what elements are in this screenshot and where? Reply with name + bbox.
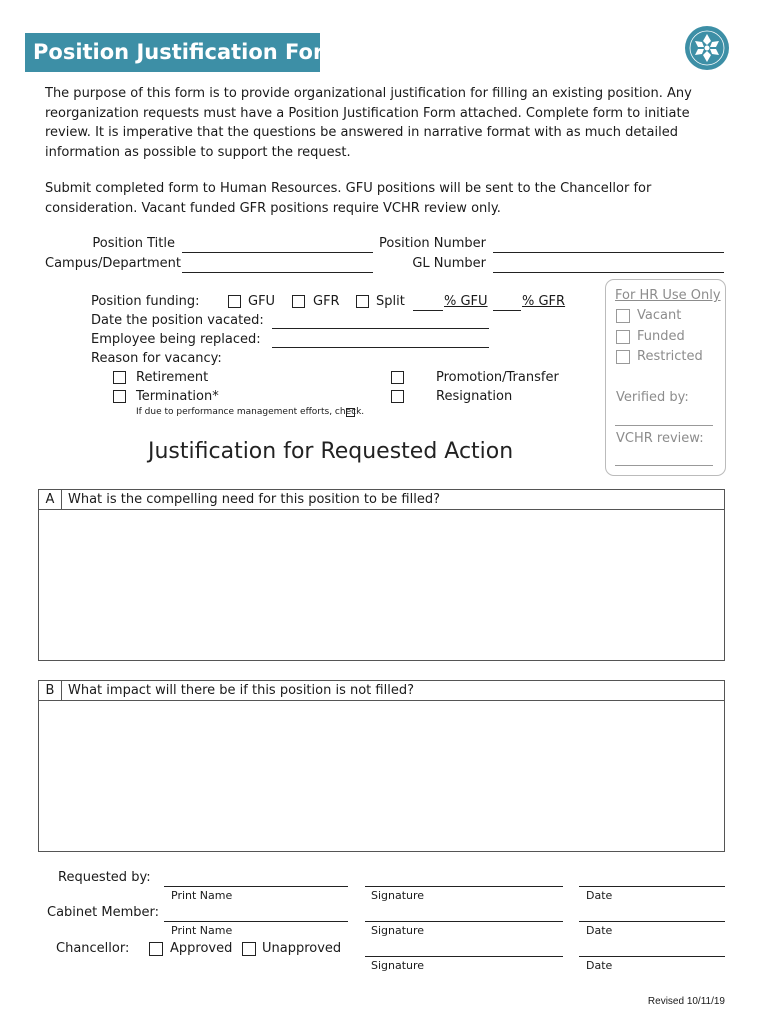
cabinet-signature-field[interactable] bbox=[365, 921, 563, 922]
signature-caption: Signature bbox=[371, 959, 425, 972]
cabinet-date-field[interactable] bbox=[579, 921, 725, 922]
termination-label: Termination* bbox=[136, 389, 219, 404]
reason-label: Reason for vacancy: bbox=[91, 351, 222, 366]
employee-replaced-label: Employee being replaced: bbox=[91, 332, 261, 347]
requested-by-signature-field[interactable] bbox=[365, 886, 563, 887]
split-label: Split bbox=[376, 294, 405, 309]
approved-label: Approved bbox=[170, 941, 233, 956]
position-funding-label: Position funding: bbox=[91, 294, 200, 309]
campus-department-field[interactable] bbox=[182, 272, 373, 273]
hr-restricted-label: Restricted bbox=[637, 349, 703, 364]
print-name-caption: Print Name bbox=[171, 889, 233, 902]
date-vacated-field[interactable] bbox=[272, 328, 489, 329]
question-a-box bbox=[38, 489, 725, 661]
verified-by-label: Verified by: bbox=[616, 390, 689, 405]
hr-funded-checkbox[interactable] bbox=[616, 330, 630, 344]
date-caption: Date bbox=[586, 959, 613, 972]
promotion-transfer-label: Promotion/Transfer bbox=[436, 370, 559, 385]
hr-funded-label: Funded bbox=[637, 329, 685, 344]
chancellor-date-field[interactable] bbox=[579, 956, 725, 957]
gl-number-field[interactable] bbox=[493, 272, 724, 273]
retirement-checkbox[interactable] bbox=[113, 371, 126, 384]
chancellor-label: Chancellor: bbox=[56, 941, 130, 956]
vchr-review-label: VCHR review: bbox=[616, 431, 704, 446]
pct-gfu-label: % GFU bbox=[444, 294, 488, 309]
resignation-checkbox[interactable] bbox=[391, 390, 404, 403]
question-a-letter: A bbox=[39, 490, 62, 509]
signature-caption: Signature bbox=[371, 889, 425, 902]
requested-by-date-field[interactable] bbox=[579, 886, 725, 887]
date-caption: Date bbox=[586, 889, 613, 902]
hr-use-title: For HR Use Only bbox=[615, 288, 721, 303]
chancellor-signature-field[interactable] bbox=[365, 956, 563, 957]
page-title: Position Justification Form bbox=[25, 33, 320, 72]
position-title-label: Position Title bbox=[92, 236, 175, 251]
gfr-label: GFR bbox=[313, 294, 340, 309]
hr-vacant-checkbox[interactable] bbox=[616, 309, 630, 323]
print-name-caption: Print Name bbox=[171, 924, 233, 937]
requested-by-label: Requested by: bbox=[58, 870, 151, 885]
question-a-answer-area[interactable] bbox=[39, 510, 724, 660]
justification-heading: Justification for Requested Action bbox=[148, 439, 514, 464]
gfu-checkbox[interactable] bbox=[228, 295, 241, 308]
unapproved-checkbox[interactable] bbox=[242, 942, 256, 956]
hr-vacant-label: Vacant bbox=[637, 308, 682, 323]
pct-gfr-label: % GFR bbox=[522, 294, 566, 309]
gfu-label: GFU bbox=[248, 294, 276, 309]
question-b-box bbox=[38, 680, 725, 852]
signature-caption: Signature bbox=[371, 924, 425, 937]
question-b-header bbox=[39, 681, 724, 701]
gl-number-label: GL Number bbox=[412, 256, 486, 271]
gfr-checkbox[interactable] bbox=[292, 295, 305, 308]
intro-paragraph: The purpose of this form is to provide organizational justification for filling an existing position. Any reorganization requests must have a Position Justification Form attached. Complete form to initiate review. It is imperative that the questions be answered in narrative format with as much detailed information as possible to support the request. bbox=[45, 86, 692, 160]
position-number-field[interactable] bbox=[493, 252, 724, 253]
question-a-text: What is the compelling need for this position to be filled? bbox=[68, 492, 440, 507]
performance-note: If due to performance management efforts, check. bbox=[136, 407, 365, 417]
cabinet-name-field[interactable] bbox=[164, 921, 348, 922]
verified-by-field[interactable] bbox=[615, 425, 713, 426]
revision-note: Revised 10/11/19 bbox=[647, 996, 725, 1007]
resignation-label: Resignation bbox=[436, 389, 513, 404]
termination-checkbox[interactable] bbox=[113, 390, 126, 403]
approved-checkbox[interactable] bbox=[149, 942, 163, 956]
requested-by-name-field[interactable] bbox=[164, 886, 348, 887]
date-vacated-label: Date the position vacated: bbox=[91, 313, 264, 328]
campus-department-label: Campus/Department bbox=[45, 256, 182, 271]
pct-gfu-field[interactable] bbox=[413, 310, 443, 311]
vchr-review-field[interactable] bbox=[615, 465, 713, 466]
cabinet-member-label: Cabinet Member: bbox=[47, 905, 159, 920]
question-b-letter: B bbox=[39, 681, 62, 700]
retirement-label: Retirement bbox=[136, 370, 209, 385]
performance-checkbox[interactable] bbox=[346, 408, 355, 417]
pct-gfr-field[interactable] bbox=[493, 310, 521, 311]
question-a-header bbox=[39, 490, 724, 510]
date-caption: Date bbox=[586, 924, 613, 937]
hr-restricted-checkbox[interactable] bbox=[616, 350, 630, 364]
promotion-transfer-checkbox[interactable] bbox=[391, 371, 404, 384]
employee-replaced-field[interactable] bbox=[272, 347, 489, 348]
position-title-field[interactable] bbox=[182, 252, 373, 253]
split-checkbox[interactable] bbox=[356, 295, 369, 308]
position-number-label: Position Number bbox=[379, 236, 486, 251]
snowflake-seal-icon bbox=[684, 25, 730, 71]
question-b-answer-area[interactable] bbox=[39, 701, 724, 851]
unapproved-label: Unapproved bbox=[262, 941, 342, 956]
submission-paragraph: Submit completed form to Human Resources. GFU positions will be sent to the Chancellor for consideration. Vacant funded GFR positions require VCHR review only. bbox=[45, 181, 652, 216]
question-b-text: What impact will there be if this position is not filled? bbox=[68, 683, 414, 698]
